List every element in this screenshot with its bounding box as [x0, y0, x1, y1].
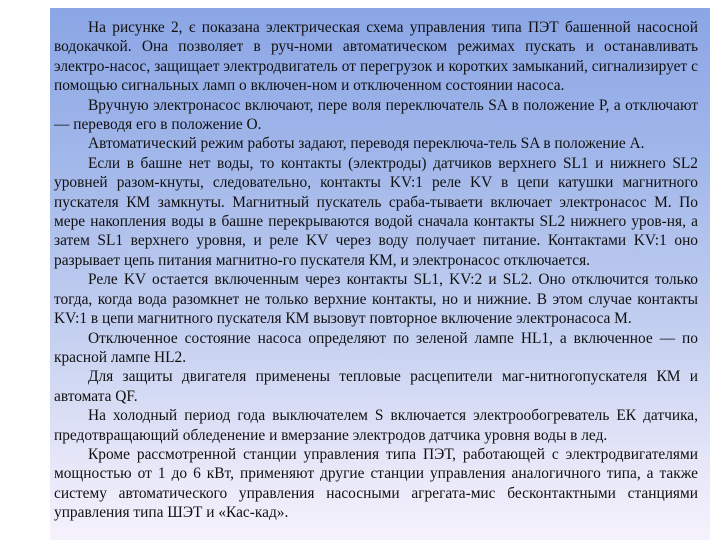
- paragraph-6: Отключенное состояние насоса определяют по зеленой лампе HL1, а включенное — по красной лампе HL2.: [54, 329, 698, 366]
- paragraph-7: Для защиты двигателя применены тепловые расцепители маг-нитногопускателя КМ и автомата QF.: [54, 368, 698, 405]
- paragraph-3: Автоматический режим работы задают, переводя переключа-тель SA в положение А.: [88, 135, 645, 153]
- paragraph-5: Реле KV остается включенным через контакты SL1, KV:2 и SL2. Оно отключится только тогда, когда вода разомкнет не только верхние контакты, но и нижние. В этом случае контакты KV:1 в цепи магнитного пускателя КМ вызовут повторное включение электронасоса М.: [54, 271, 698, 328]
- paragraph-4: Если в башне нет воды, то контакты (электроды) датчиков верхнего SL1 и нижнего SL2 уровней разом-кнуты, следовательно, контакты KV:1 реле KV в цепи катушки магнитного пускателя КМ замкнуты. Магнитный пускатель сраба-тываети включает электронасос М. По мере накопления воды в башне перекрываются водой сначала контакты SL2 нижнего уров-ня, а затем SL1 верхнего уровня, и реле KV через воду получает питание. Контактами KV:1 оно разрывает цепь питания магнитно-го пускателя КМ, и электронасос отключается.: [54, 154, 698, 269]
- body-text: [54, 18, 698, 523]
- paragraph-8: На холодный период года выключателем S включается электрообогреватель ЕК датчика, предотвращающий обледенение и вмерзание электродов датчика уровня воды в лед.: [54, 407, 698, 444]
- paragraph-9: Кроме рассмотренной станции управления типа ПЭТ, работающей с электродвигателями мощностью от 1 до 6 кВт, применяют другие станции управления аналогичного типа, а также систему автоматического управления насосными агрегата-мис бесконтактными станциями управления типа ШЭТ и «Кас-кад».: [54, 445, 698, 522]
- text-panel: [50, 8, 710, 540]
- paragraph-2: Вручную электронасос включают, пере воля переключатель SA в положение Р, а отключают— переводя его в положение О.: [54, 96, 698, 134]
- paragraph-1: На рисунке 2, є показана электрическая схема управления типа ПЭТ башенной насосной водокачкой. Она позволяет в руч-номи автоматическом режимах пускать и останавливать электро-насос, защищает электродвигатель от перегрузок и коротких замыканий, сигнализирует с помощью сигнальных ламп о включен-ном и отключенном состоянии насоса.: [54, 19, 698, 95]
